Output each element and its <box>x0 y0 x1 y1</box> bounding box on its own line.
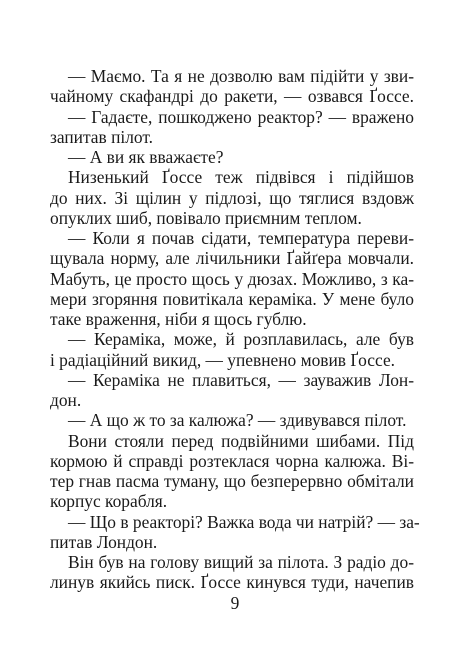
text-line: — Кераміка, може, й розплавилась, але був <box>68 329 414 350</box>
text-line: Він був на голову вищий за пілота. З радіо до- <box>68 552 414 572</box>
text-line: — Гадаєте, пошкоджено реактор? — вражено <box>68 106 414 127</box>
text-line: — Коли я почав сідати, температура переви- <box>68 228 414 248</box>
text-line: таке враження, ніби я щось гублю. <box>50 309 307 329</box>
text-line: опуклих шиб, повівало приємним теплом. <box>50 207 362 228</box>
text-line: тер гнав пасма туману, що безперервно обмітали <box>50 471 414 491</box>
text-line: Низенький Ґоссе теж підвівся і підійшов <box>68 167 414 188</box>
text-line: мери згоряння повитікала кераміка. У мене було <box>50 288 414 309</box>
text-line: і радіаційний викид, — упевнено мовив Ґоссе. <box>50 349 396 370</box>
page-number: 9 <box>230 593 240 613</box>
text-line: до них. Зі щілин у підлозі, що тяглися вздовж <box>50 187 414 208</box>
text-line: линув якийсь писк. Ґоссе кинувся туди, начепив <box>50 572 414 593</box>
text-line: запитав пілот. <box>50 126 153 147</box>
text-line: питав Лондон. <box>50 531 158 552</box>
text-line: чайному скафандрі до ракети, — озвався Ґоссе. <box>50 86 414 107</box>
text-line: кормою й справді розтеклася чорна калюжа. Ві- <box>50 450 414 471</box>
text-line: корпус корабля. <box>50 491 168 512</box>
text-line: Вони стояли перед подвійними шибами. Під <box>68 430 414 451</box>
text-line: щувала норму, але лічильники Ґайґера мовчали. <box>50 248 414 269</box>
text-line: Мабуть, це просто щось у дюзах. Можливо, з ка- <box>50 268 414 289</box>
text-line: — А що ж то за калюжа? — здивувався пілот. <box>68 410 407 431</box>
text-line: — А ви як вважаєте? <box>68 147 224 167</box>
text-line: дон. <box>50 390 82 410</box>
text-line: — Кераміка не плавиться, — зауважив Лон- <box>68 369 414 390</box>
text-line: — Що в реакторі? Важка вода чи натрій? — за- <box>68 511 420 532</box>
text-line: — Маємо. Та я не дозволю вам підійти у зви- <box>68 66 414 86</box>
